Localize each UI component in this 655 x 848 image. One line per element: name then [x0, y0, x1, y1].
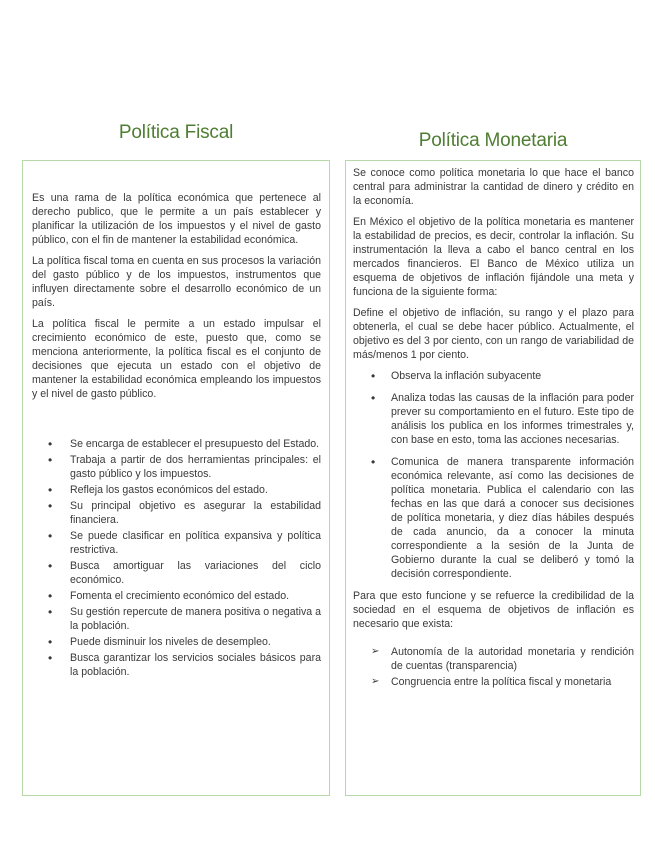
list-item: • Refleja los gastos económicos del estado. [32, 483, 321, 497]
monetary-policy-box [345, 160, 641, 796]
list-item: • Se encarga de establecer el presupuesto del Estado. [32, 437, 321, 451]
list-item: • Fomenta el crecimiento económico del estado. [32, 589, 321, 603]
list-item: • Trabaja a partir de dos herramientas principales: el gasto público y los impuestos. [32, 453, 321, 481]
list-item: • Se puede clasificar en política expansiva y política restrictiva. [32, 529, 321, 557]
monetary-paragraph-2: En México el objetivo de la política monetaria es mantener la estabilidad de precios, es decir, controlar la inflación. Su instrumentación la lleva a cabo el banco central en los mercados financieros. El Banco de México utiliza un esquema de objetivos de inflación fijándole una meta y funciona de la siguiente forma: [353, 216, 634, 298]
fiscal-paragraph-1: Es una rama de la política económica que pertenece al derecho publico, que le permite a un país establecer y planificar la utilización de los impuestos y el nivel de gasto público, con el fin de mantener la estabilidad económica. [32, 192, 321, 246]
list-item: • Comunica de manera transparente información económica relevante, así como las decisiones de política monetaria. Publica el calendario con las fechas en las que dará a conocer sus decisiones de política monetaria, y diez días hábiles después de cada anuncio, da a conocer la minuta correspondiente a la sesión de la Junta de Gobierno durante la cual se deliberó y tomó la decisión correspondiente. [353, 455, 634, 581]
list-item: ➢ Congruencia entre la política fiscal y monetaria [353, 675, 634, 689]
list-item: • Busca amortiguar las variaciones del ciclo económico. [32, 559, 321, 587]
fiscal-bullet-list [32, 437, 321, 679]
monetary-bullet-list [353, 369, 634, 581]
list-item: • Su gestión repercute de manera positiva o negativa a la población. [32, 605, 321, 633]
fiscal-paragraph-3: La política fiscal le permite a un estado impulsar el crecimiento económico de este, puesto que, como se menciona anteriormente, la política fiscal es el conjunto de decisiones que ejecuta un estado con el objetivo de mantener la estabilidad económica empleando los impuestos y el nivel de gasto público. [32, 318, 321, 400]
fiscal-policy-title: Política Fiscal [118, 122, 234, 143]
list-item: • Observa la inflación subyacente [353, 369, 634, 383]
fiscal-paragraph-2: La política fiscal toma en cuenta en sus procesos la variación del gasto público y de los impuestos, instrumentos que influyen directamente sobre el desarrollo económico de un país. [32, 255, 321, 309]
monetary-paragraph-3: Define el objetivo de inflación, su rango y el plazo para obtenerla, el cual se debe hacer público. Actualmente, el objetivo es del 3 por ciento, con un rango de variabilidad de más/menos 1 por ciento. [353, 307, 634, 361]
list-item: ➢ Autonomía de la autoridad monetaria y rendición de cuentas (transparencia) [353, 645, 634, 673]
list-item: • Analiza todas las causas de la inflación para poder prever su comportamiento en el futuro. Este tipo de análisis los publica en los informes trimestrales y, con base en esto, toma las acciones necesarias. [353, 391, 634, 447]
monetary-closing-paragraph: Para que esto funcione y se refuerce la credibilidad de la sociedad en el esquema de objetivos de inflación es necesario que exista: [353, 590, 634, 630]
monetary-paragraph-1: Se conoce como política monetaria lo que hace el banco central para administrar la cantidad de dinero y crédito en la economía. [353, 167, 634, 207]
monetary-policy-title: Política Monetaria [418, 130, 568, 151]
list-item: • Puede disminuir los niveles de desempleo. [32, 635, 321, 649]
list-item: • Busca garantizar los servicios sociales básicos para la población. [32, 651, 321, 679]
fiscal-policy-box [22, 160, 330, 796]
list-item: • Su principal objetivo es asegurar la estabilidad financiera. [32, 499, 321, 527]
monetary-arrow-list [353, 645, 634, 689]
